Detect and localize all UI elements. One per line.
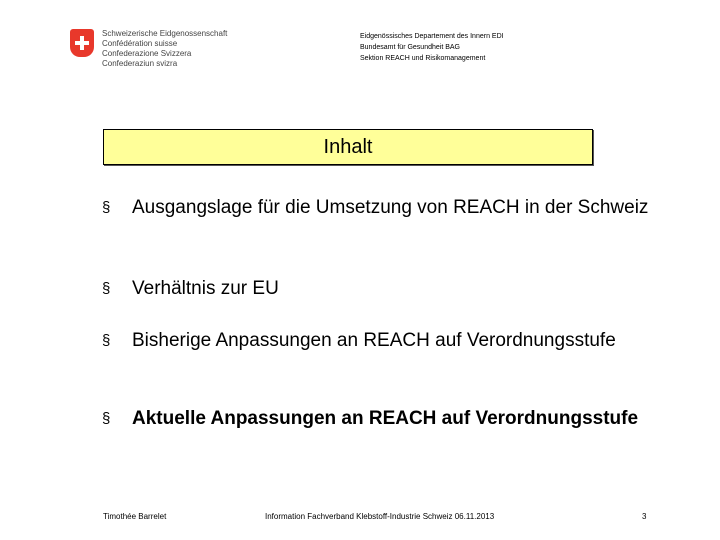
swiss-federal-logo <box>70 27 270 75</box>
slide-title-text: Inhalt <box>323 135 373 158</box>
agency-line: Confédération suisse <box>102 39 178 48</box>
list-item-text: Bisherige Anpassungen an REACH auf Verordnungsstufe <box>132 330 616 351</box>
bullet-marker: § <box>102 410 111 427</box>
list-item-text: Verhältnis zur EU <box>132 278 279 299</box>
slide-title <box>103 129 593 165</box>
department-line: Sektion REACH und Risikomanagement <box>360 55 486 62</box>
footer-author: Timothée Barrelet <box>103 512 167 521</box>
bullet-marker: § <box>102 332 111 349</box>
department-line: Bundesamt für Gesundheit BAG <box>360 44 460 51</box>
page-number: 3 <box>642 512 647 521</box>
bullet-marker: § <box>102 280 111 297</box>
agency-name-lines <box>102 29 227 69</box>
footer-event: Information Fachverband Klebstoff-Industrie Schweiz 06.11.2013 <box>265 512 495 521</box>
agency-line: Confederazione Svizzera <box>102 49 192 58</box>
agency-line: Confederaziun svizra <box>102 59 178 68</box>
swiss-cross-icon <box>70 29 94 57</box>
bullet-marker: § <box>102 199 111 216</box>
department-line: Eidgenössisches Departement des Innern EDI <box>360 33 504 40</box>
list-item-text: Ausgangslage für die Umsetzung von REACH in der Schweiz <box>132 197 649 218</box>
list-item-text: Aktuelle Anpassungen an REACH auf Verordnungsstufe <box>132 408 639 429</box>
department-header <box>360 31 504 64</box>
agency-line: Schweizerische Eidgenossenschaft <box>102 29 228 38</box>
